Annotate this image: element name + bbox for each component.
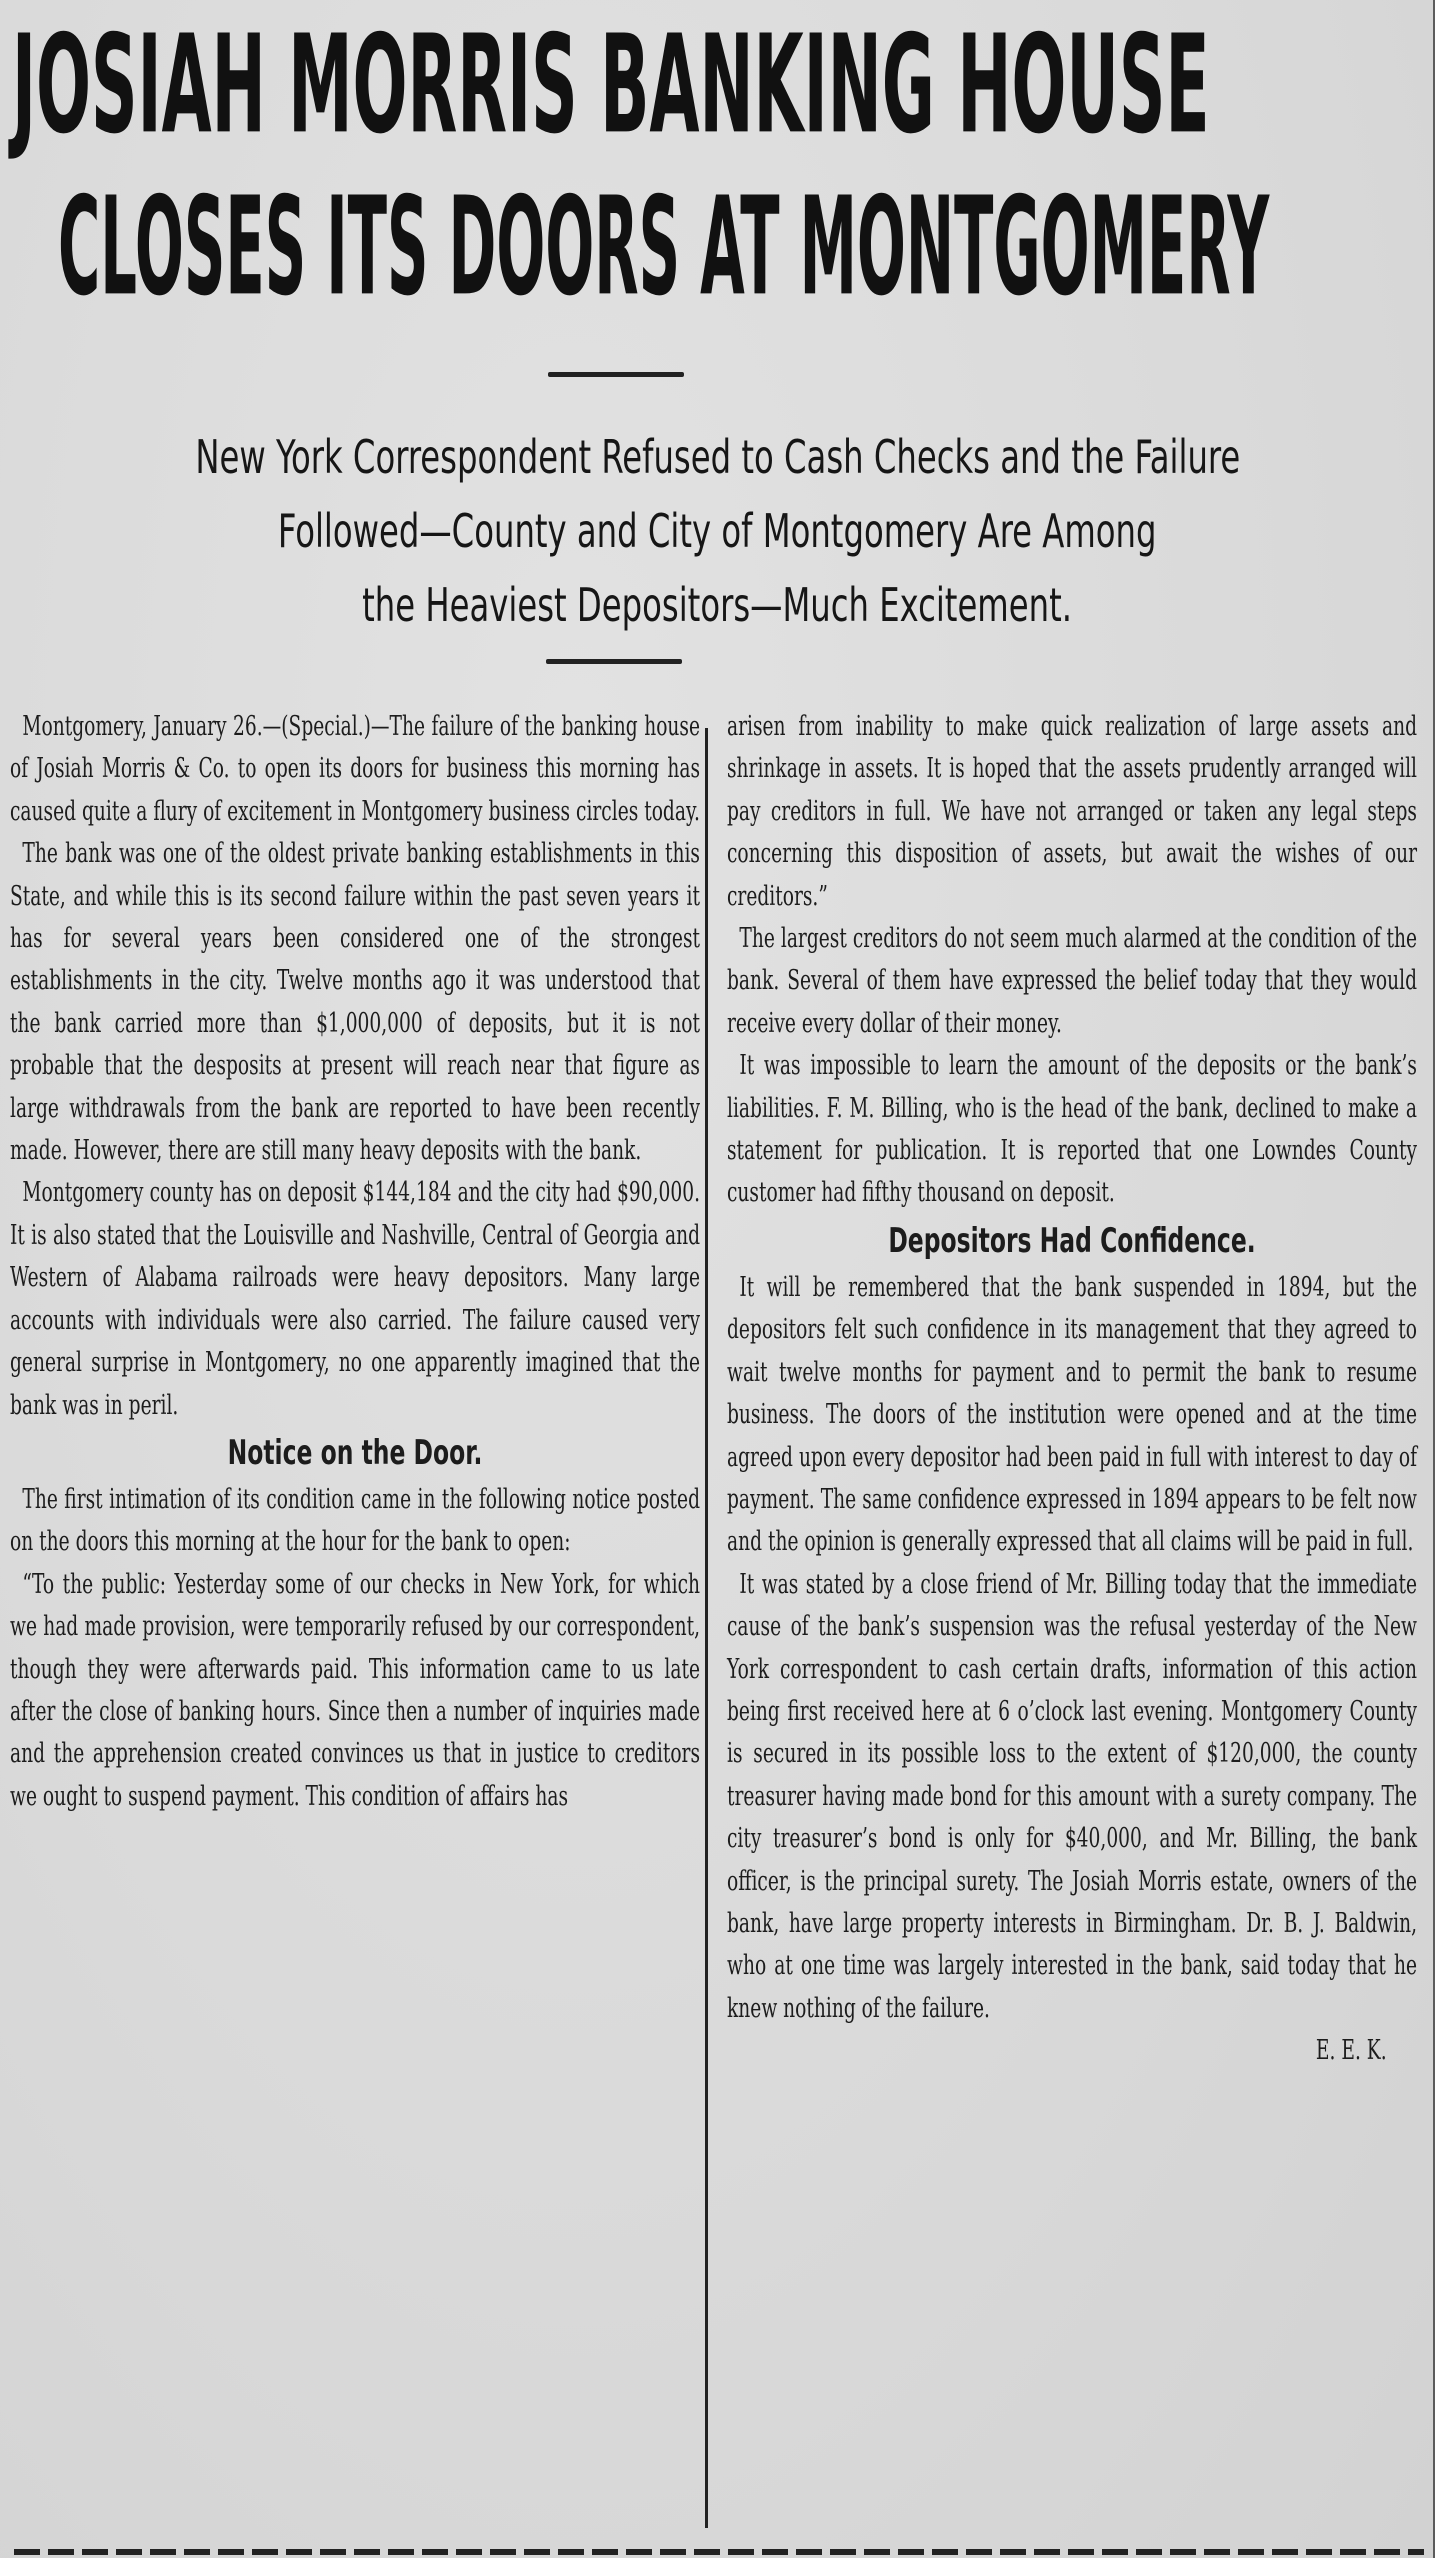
article-column-right [727,706,1417,2073]
section-heading-notice: Notice on the Door. [227,1432,483,1473]
article-column-left [10,706,700,1818]
article-paragraph: The bank was one of the oldest private banking establishments in this State, and while this is its second failure within the past seven years it has for several years been considered one of the strongest establishments in the city. Twelve months ago it was understood that the bank carried more than $1,000,000 of deposits, but it is not probable that the desposits at present will reach near that figure as large withdrawals from the bank are reported to have been recently made. However, there are still many heavy deposits with the bank. [10,838,701,1167]
article-paragraph: It was impossible to learn the amount of the deposits or the bank’s liabilities. F. M. Billing, who is the head of the bank, declined to make a statement for publication. It is reported that one Lowndes County customer had fifthy thousand on deposit. [727,1050,1417,1209]
subheadline-line-3: the Heaviest Depositors—Much Excitement. [362,578,1073,632]
notice-quote-continuation: arisen from inability to make quick realization of large assets and shrinkage in assets. It is hoped that the assets prudently arranged will pay creditors in full. We have not arranged or taken any legal steps concerning this disposition of assets, but await the wishes of our creditors.” [727,711,1417,912]
subheadline-line-2: Followed—County and City of Montgomery Are Among [278,504,1157,558]
article-paragraph: Montgomery county has on deposit $144,184 and the city had $90,000. It is also stated that the Louisville and Nashville, Central of Georgia and Western of Alabama railroads were heavy depositors. Many large accounts with individuals were also carried. The failure caused very general surprise in Montgomery, no one apparently imagined that the bank was in peril. [10,1177,701,1421]
article-paragraph: It was stated by a close friend of Mr. Billing today that the immediate cause of the bank’s suspension was the refusal yesterday of the New York correspondent to cash certain drafts, information of this action being first received here at 6 o’clock last evening. Montgomery County is secured in its possible loss to the extent of $120,000, the county treasurer having made bond for this amount with a surety company. The city treasurer’s bond is only for $40,000, and Mr. Billing, the bank officer, is the principal surety. The Josiah Morris estate, owners of the bank, have large property interests in Birmingham. Dr. B. J. Baldwin, who at one time was largely interested in the bank, said today that he knew nothing of the failure. [727,1568,1417,2024]
bottom-dashed-rule [14,2549,1424,2555]
article-paragraph: Montgomery, January 26.—(Special.)—The failure of the banking house of Josiah Morris & Co. to open its doors for business this morning has caused quite a flury of excitement in Montgomery business circles today. [10,711,701,827]
article-paragraph: It will be remembered that the bank suspended in 1894, but the depositors felt such confidence in its management that they agreed to wait twelve months for payment and to permit the bank to resume business. The doors of the institution were opened and at the time agreed upon every depositor had been paid in full with interest to day of payment. The same confidence expressed in 1894 appears to be felt now and the opinion is generally expressed that all claims will be paid in full. [727,1271,1417,1558]
subheadline [0,420,1435,642]
subheadline-line-1: New York Correspondent Refused to Cash Checks and the Failure [195,430,1240,484]
headline-line-1: JOSIAH MORRIS BANKING HOUSE [12,6,1210,165]
article-paragraph: The first intimation of its condition came in the following notice posted on the doors this morning at the hour for the bank to open: [10,1483,701,1558]
headline-line-2: CLOSES ITS DOORS AT MONTGOMERY [58,168,1270,327]
subheadline-divider [546,659,682,664]
article-paragraph: The largest creditors do not seem much alarmed at the condition of the bank. Several of them have expressed the belief today that they would receive every dollar of their money. [727,923,1417,1039]
author-signature: E. E. K. [1315,2035,1387,2067]
section-heading-confidence: Depositors Had Confidence. [888,1220,1256,1261]
headline-divider [548,372,684,377]
notice-quote: “To the public: Yesterday some of our checks in New York, for which we had made provision, were temporarily refused by our correspondent, though they were afterwards paid. This information came to us late after the close of banking hours. Since then a number of inquiries made and the apprehension created convinces us that in justice to creditors we ought to suspend payment. This condition of affairs has [10,1568,701,1812]
column-divider [705,728,708,2528]
